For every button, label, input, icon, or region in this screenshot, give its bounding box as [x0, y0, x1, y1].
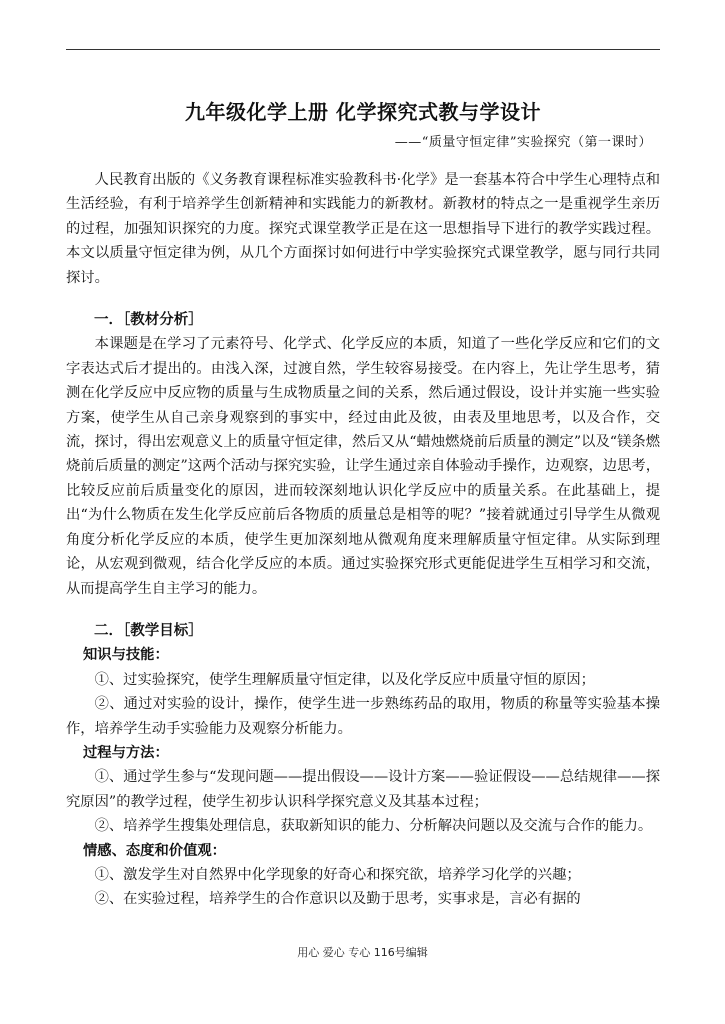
document-title: 九年级化学上册 化学探究式教与学设计	[185, 100, 541, 124]
subheading-knowledge: 知识与技能：	[83, 647, 169, 664]
knowledge-item: ①、过实验探究，使学生理解质量守恒定律，以及化学反应中质量守恒的原因；	[94, 671, 595, 688]
intro-paragraph: 人民教育出版的《义务教育课程标准实验教科书·化学》是一套基本符合中学生心理特点和生活经验，有利于培养学生创新精神和实践能力的新教材。新教材的特点之一是重视学生亲历的过程，加强知识探究的力度。探究式课堂教学正是在这一思想指导下进行的教学实践过程。本文以质量守恒定律为例，从几个方面探讨如何进行中学实验探究式课堂教学，愿与同行共同探讨。	[66, 172, 660, 286]
subheading-emotion: 情感、态度和价值观：	[83, 842, 226, 859]
process-item: ①、通过学生参与“发现问题——提出假设——设计方案——验证假设——总结规律——探究原因”的教学过程，使学生初步认识科学探究意义及其基本过程；	[66, 769, 660, 810]
knowledge-item: ②、通过对实验的设计，操作，使学生进一步熟练药品的取用，物质的称量等实验基本操作，培养学生动手实验能力及观察分析能力。	[66, 696, 660, 737]
section-heading-analysis: 一．［教材分析］	[94, 311, 203, 329]
analysis-paragraph: 本课题是在学习了元素符号、化学式、化学反应的本质，知道了一些化学反应和它们的文字表达式后才提出的。由浅入深，过渡自然，学生较容易接受。在内容上，先让学生思考，猜测在化学反应中反应物的质量与生成物质量之间的关系，然后通过假设，设计并实施一些实验方案，使学生从自己亲身观察到的事实中，经过由此及彼，由表及里地思考，以及合作，交流，探讨，得出宏观意义上的质量守恒定律，然后又从“蜡烛燃烧前后质量的测定”以及“镁条燃烧前后质量的测定”这两个活动与探究实验，让学生通过亲自体验动手操作，边观察，边思考，比较反应前后质量变化的原因，进而较深刻地认识化学反应中的质量关系。在此基础上，提出“为什么物质在发生化学反应前后各物质的质量总是相等的呢？”接着就通过引导学生从微观角度分析化学反应的本质，使学生更加深刻地从微观角度来理解质量守恒定律。从实际到理论，从宏观到微观，结合化学反应的本质。通过实验探究形式更能促进学生互相学习和交流，从而提高学生自主学习的能力。	[66, 336, 660, 597]
document-subtitle: ——“质量守恒定律”实验探究（第一课时）	[394, 135, 652, 150]
section-heading-goals: 二．［教学目标］	[94, 621, 203, 639]
page-footer: 用心 爱心 专心 116号编辑	[297, 946, 428, 959]
subheading-process: 过程与方法：	[83, 744, 169, 761]
emotion-item: ②、在实验过程，培养学生的合作意识以及勤于思考，实事求是，言必有据的	[94, 891, 581, 908]
header-rule	[66, 49, 660, 50]
document-body	[66, 96, 660, 912]
emotion-item: ①、激发学生对自然界中化学现象的好奇心和探究欲，培养学习化学的兴趣；	[94, 866, 581, 883]
process-item: ②、培养学生搜集处理信息，获取新知识的能力、分析解决问题以及交流与合作的能力。	[94, 818, 653, 835]
